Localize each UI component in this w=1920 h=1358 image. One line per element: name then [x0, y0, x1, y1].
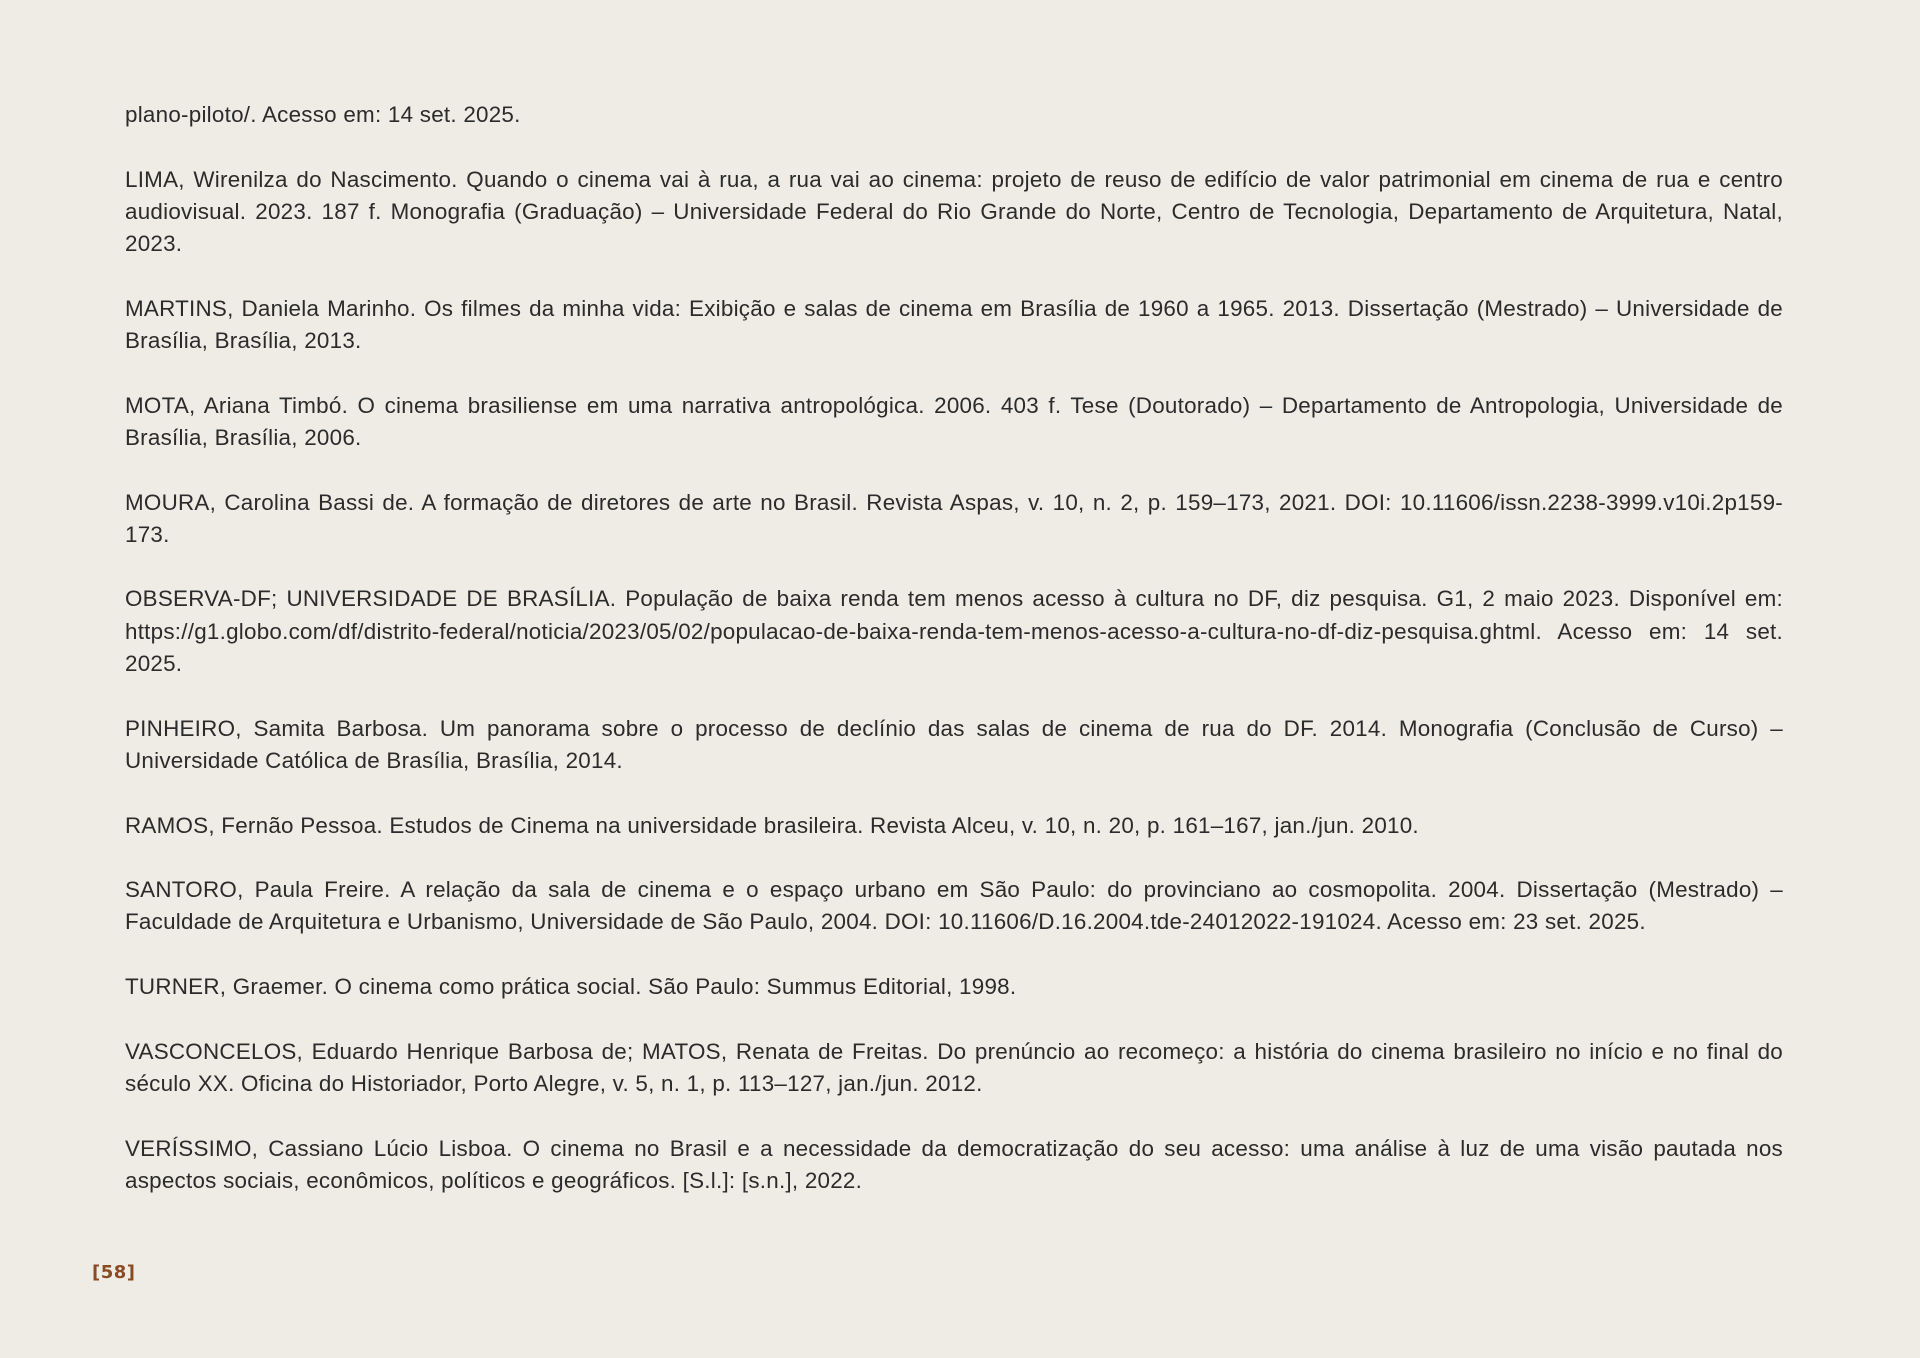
reference-list [125, 99, 1783, 1229]
reference-entry: VERÍSSIMO, Cassiano Lúcio Lisboa. O cinema no Brasil e a necessidade da democratização do seu acesso: uma análise à luz de uma visão pautada nos aspectos sociais, econômicos, políticos e geográficos. [S.l.]: [s.n.], 2022. [125, 1135, 1783, 1193]
reference-entry: PINHEIRO, Samita Barbosa. Um panorama sobre o processo de declínio das salas de cinema de rua do DF. 2014. Monografia (Conclusão de Curso) – Universidade Católica de Brasília, Brasília, 2014. [125, 715, 1783, 773]
reference-entry: RAMOS, Fernão Pessoa. Estudos de Cinema na universidade brasileira. Revista Alceu, v. 10, n. 20, p. 161–167, jan./jun. 2010. [125, 812, 1419, 838]
reference-entry: SANTORO, Paula Freire. A relação da sala de cinema e o espaço urbano em São Paulo: do provinciano ao cosmopolita. 2004. Dissertação (Mestrado) – Faculdade de Arquitetura e Urbanismo, Universidade de São Paulo, 2004. DOI: 10.11606/D.16.2004.tde-24012022-191024. Acesso em: 23 set. 2025. [125, 877, 1783, 935]
reference-entry: TURNER, Graemer. O cinema como prática social. São Paulo: Summus Editorial, 1998. [125, 974, 1017, 1000]
reference-entry: LIMA, Wirenilza do Nascimento. Quando o cinema vai à rua, a rua vai ao cinema: projeto de reuso de edifício de valor patrimonial em cinema de rua e centro audiovisual. 2023. 187 f. Monografia (Graduação) – Universidade Federal do Rio Grande do Norte, Centro de Tecnologia, Departamento de Arquitetura, Natal, 2023. [125, 166, 1783, 257]
page-number: [58] [92, 1262, 136, 1283]
reference-entry: MOTA, Ariana Timbó. O cinema brasiliense em uma narrativa antropológica. 2006. 403 f. Tese (Doutorado) – Departamento de Antropologia, Universidade de Brasília, Brasília, 2006. [125, 392, 1783, 450]
reference-entry: plano-piloto/. Acesso em: 14 set. 2025. [125, 102, 521, 127]
reference-entry: OBSERVA-DF; UNIVERSIDADE DE BRASÍLIA. População de baixa renda tem menos acesso à cultura no DF, diz pesquisa. G1, 2 maio 2023. Disponível em: https://g1.globo.com/df/distrito-federal/noticia/2023/05/02/populacao-de-baixa-renda-tem-menos-acesso-a-cultura-no-df-diz-pesquisa.ghtml. Acesso em: 14 set. 2025. [125, 586, 1783, 677]
reference-entry: MARTINS, Daniela Marinho. Os filmes da minha vida: Exibição e salas de cinema em Brasília de 1960 a 1965. 2013. Dissertação (Mestrado) – Universidade de Brasília, Brasília, 2013. [125, 295, 1783, 354]
reference-entry: MOURA, Carolina Bassi de. A formação de diretores de arte no Brasil. Revista Aspas, v. 10, n. 2, p. 159–173, 2021. DOI: 10.11606/issn.2238-3999.v10i.2p159-173. [125, 489, 1783, 547]
reference-entry: VASCONCELOS, Eduardo Henrique Barbosa de; MATOS, Renata de Freitas. Do prenúncio ao recomeço: a história do cinema brasileiro no início e no final do século XX. Oficina do Historiador, Porto Alegre, v. 5, n. 1, p. 113–127, jan./jun. 2012. [125, 1038, 1783, 1096]
